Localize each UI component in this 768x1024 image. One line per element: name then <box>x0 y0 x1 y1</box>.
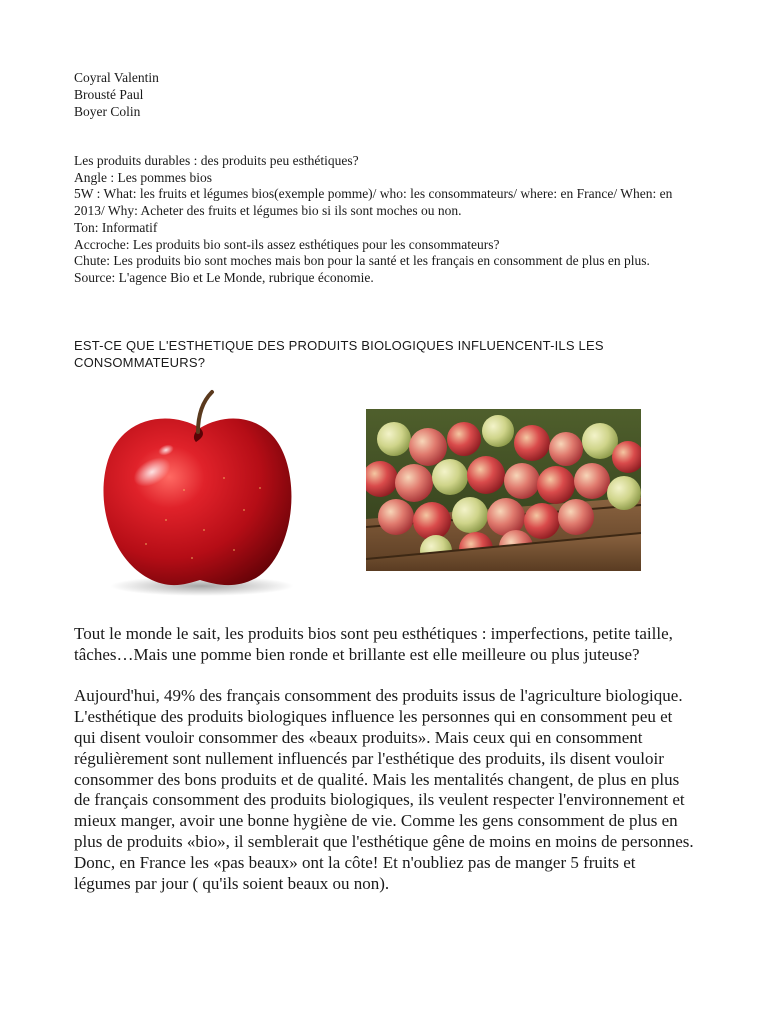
brief-5w: 5W : What: les fruits et légumes bios(exemple pomme)/ who: les consommateurs/ where: en France/ When: en 2013/ Why: Acheter des fruits et légumes bio si ils sont moches ou non. <box>74 186 673 219</box>
brief-hook: Accroche: Les produits bio sont-ils assez esthétiques pour les consommateurs? <box>74 236 500 252</box>
brief-topic: Les produits durables : des produits peu esthétiques? <box>74 153 359 168</box>
body-paragraph-main: Aujourd'hui, 49% des français consomment des produits issus de l'agriculture biologique. L'esthétique des produits biologiques influence les personnes qui en consomment peu et qui disent vouloir consommer des «beaux produits». Mais ceux qui en consomment régulièrement sont nullement influencés par l'esthétique des produits, ils disent vouloir consommer des bons produits et de qualité. Mais les mentalités changent, de plus en plus de français consomment des produits biologiques, ils veulent respecter l'environnement et mieux manger, avoir une bonne hygiène de vie. Comme les gens consomment de plus en plus de produits «bio», il semblerait que l'esthétique gêne de moins en moins de personnes. Donc, en France les «pas beaux» ont la côte! Et n'oubliez pas de manger 5 fruits et légumes par jour ( qu'ils soient beaux ou non). <box>74 686 694 893</box>
brief-conclusion: Chute: Les produits bio sont moches mais bon pour la santé et les français en consomment de plus en plus. <box>74 253 650 269</box>
article-body <box>74 624 696 915</box>
article-headline: EST-CE QUE L'ESTHETIQUE DES PRODUITS BIOLOGIQUES INFLUENCENT-ILS LES CONSOMMATEURS? <box>74 338 604 370</box>
brief-tone: Ton: Informatif <box>74 219 158 235</box>
body-paragraph-intro: Tout le monde le sait, les produits bios sont peu esthétiques : imperfections, petite taille, tâches…Mais une pomme bien ronde et brillante est elle meilleure ou plus juteuse? <box>74 624 673 664</box>
brief-source: Source: L'agence Bio et Le Monde, rubrique économie. <box>74 269 374 285</box>
author-list <box>74 69 159 120</box>
author-name: Coyral Valentin <box>74 70 159 85</box>
author-name: Brousté Paul <box>74 87 144 102</box>
article-brief <box>74 153 694 287</box>
red-apple-photo <box>74 380 326 612</box>
apple-basket-photo <box>366 409 641 571</box>
brief-angle: Angle : Les pommes bios <box>74 169 212 185</box>
author-name: Boyer Colin <box>74 104 141 119</box>
